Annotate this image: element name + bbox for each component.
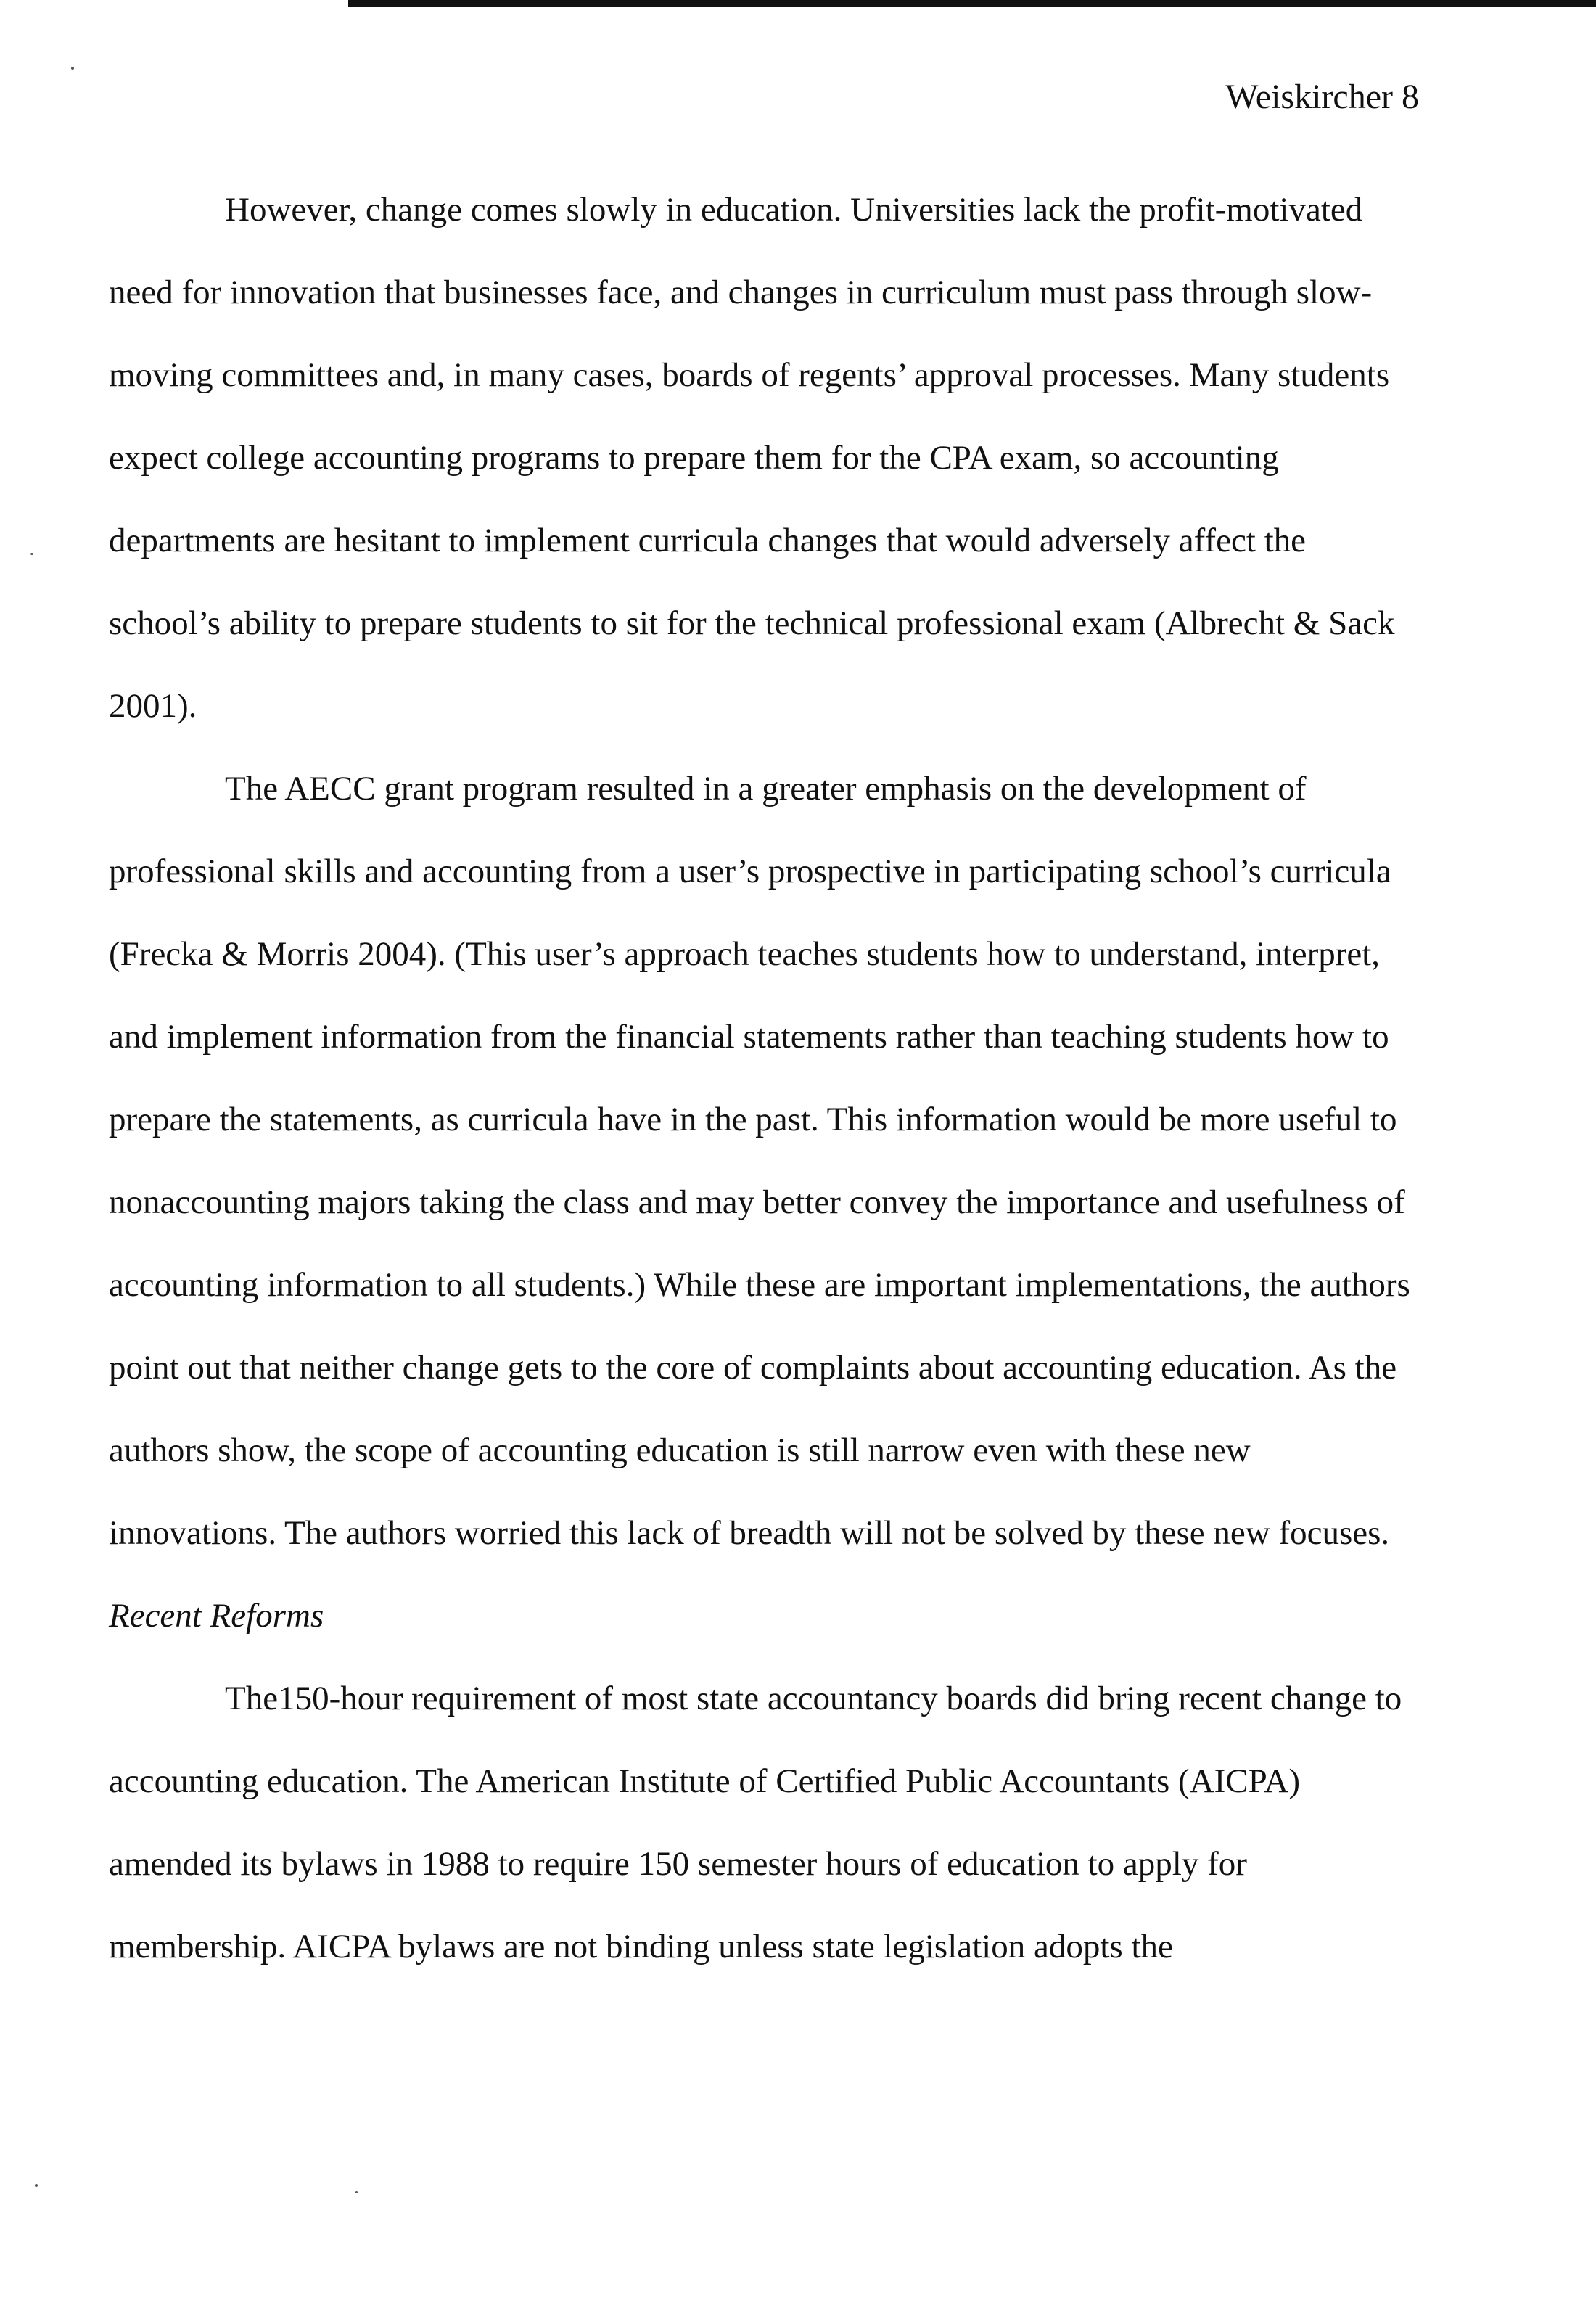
scan-speck bbox=[30, 553, 33, 555]
document-body bbox=[109, 168, 1415, 1988]
scan-speck bbox=[355, 2191, 358, 2193]
paragraph-150-hour: The150-hour requirement of most state accountancy boards did bring recent change to accounting education. The American Institute of Certified Public Accountants (AICPA) amended its bylaws in 1988 to require 150 semester hours of education to apply for membership. AICPA bylaws are not binding unless state legislation adopts the bbox=[109, 1680, 1402, 1965]
scan-speck bbox=[71, 67, 74, 70]
running-head: Weiskircher 8 bbox=[1225, 78, 1419, 116]
scan-speck bbox=[35, 2184, 38, 2187]
scan-top-border bbox=[348, 0, 1596, 7]
paragraph-aecc-grant: The AECC grant program resulted in a greater emphasis on the development of professional skills and accounting from a user’s prospective in participating school’s curricula (Frecka & Morris 2004). (This user’s approach teaches students how to understand, interpret, and implement information from the financial statements rather than teaching students how to prepare the statements, as curricula have in the past. This information would be more useful to nonaccounting majors taking the class and may better convey the importance and usefulness of accounting information to all students.) While these are important implementations, the authors point out that neither change gets to the core of complaints about accounting education. As the authors show, the scope of accounting education is still narrow even with these new innovations. The authors worried this lack of breadth will not be solved by these new focuses. bbox=[109, 770, 1410, 1552]
paragraph-change-slow: However, change comes slowly in education. Universities lack the profit-motivated need for innovation that businesses face, and changes in curriculum must pass through slow-moving committees and, in many cases, boards of regents’ approval processes. Many students expect college accounting programs to prepare them for the CPA exam, so accounting departments are hesitant to implement curricula changes that would adversely affect the school’s ability to prepare students to sit for the technical professional exam (Albrecht & Sack 2001). bbox=[109, 191, 1395, 725]
section-heading-recent-reforms: Recent Reforms bbox=[109, 1597, 324, 1635]
